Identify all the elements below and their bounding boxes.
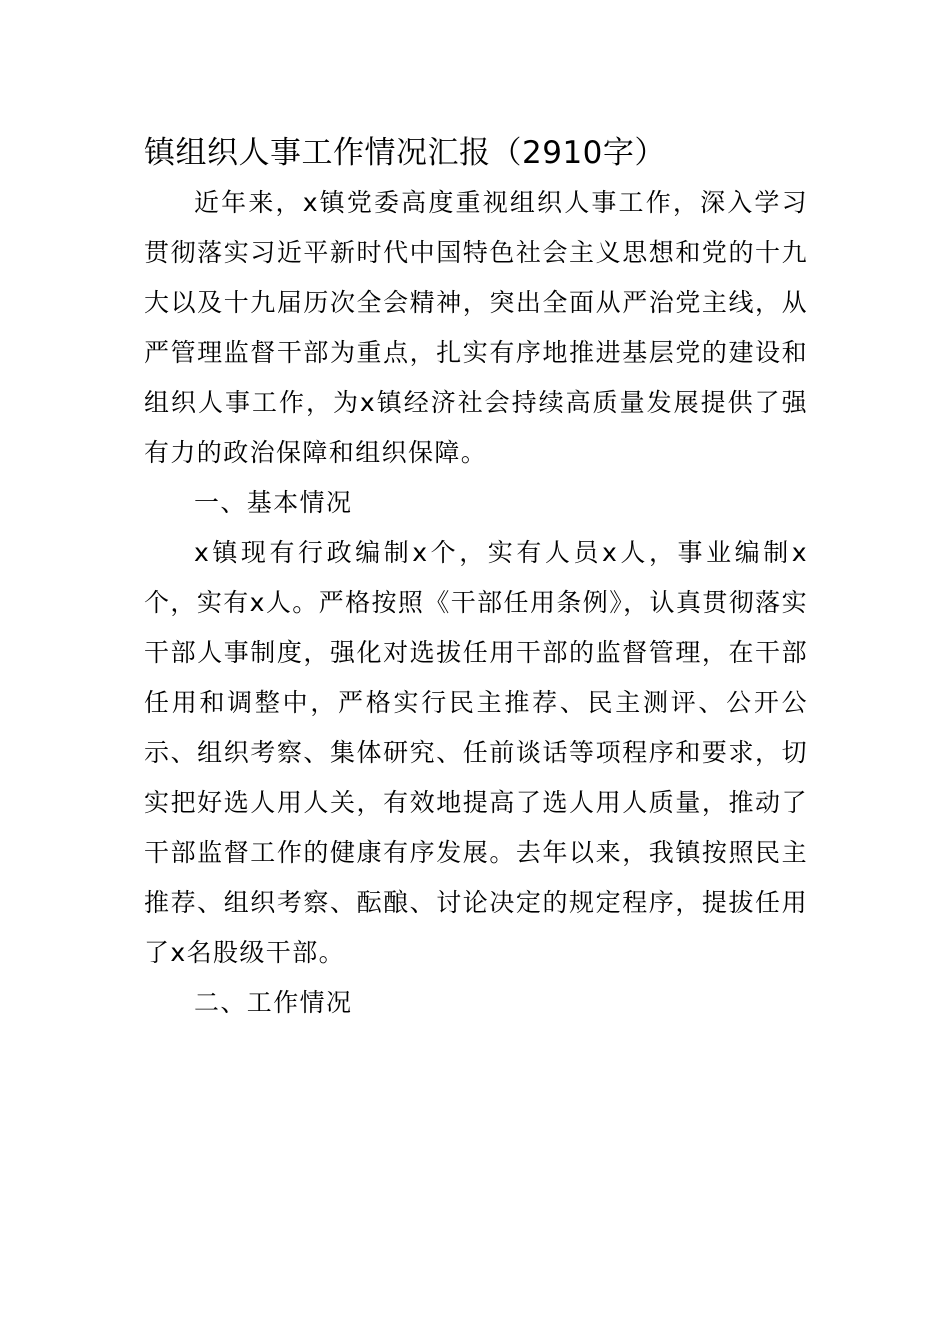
intro-paragraph: 近年来，x镇党委高度重视组织人事工作，深入学习贯彻落实习近平新时代中国特色社会主义思想和党的十九大以及十九届历次全会精神，突出全面从严治党主线，从严管理监督干部为重点，扎实有序地推进基层党的建设和组织人事工作，为x镇经济社会持续高质量发展提供了强有力的政治保障和组织保障。 xyxy=(144,188,808,467)
section-basic-paragraph: x镇现有行政编制x个，实有人员x人，事业编制x个，实有x人。严格按照《干部任用条例》，认真贯彻落实干部人事制度，强化对选拔任用干部的监督管理，在干部任用和调整中，严格实行民主推荐、民主测评、公开公示、组织考察、集体研究、任前谈话等项程序和要求，切实把好选人用人关，有效地提高了选人用人质量，推动了干部监督工作的健康有序发展。去年以来，我镇按照民主推荐、组织考察、酝酿、讨论决定的规定程序，提拔任用了x名股级干部。 xyxy=(144,538,808,967)
section-heading-work: 二、工作情况 xyxy=(194,988,353,1017)
document-content xyxy=(144,128,808,1028)
document-title: 镇组织人事工作情况汇报（2910字） xyxy=(144,135,666,171)
section-heading-basic: 一、基本情况 xyxy=(194,488,353,517)
